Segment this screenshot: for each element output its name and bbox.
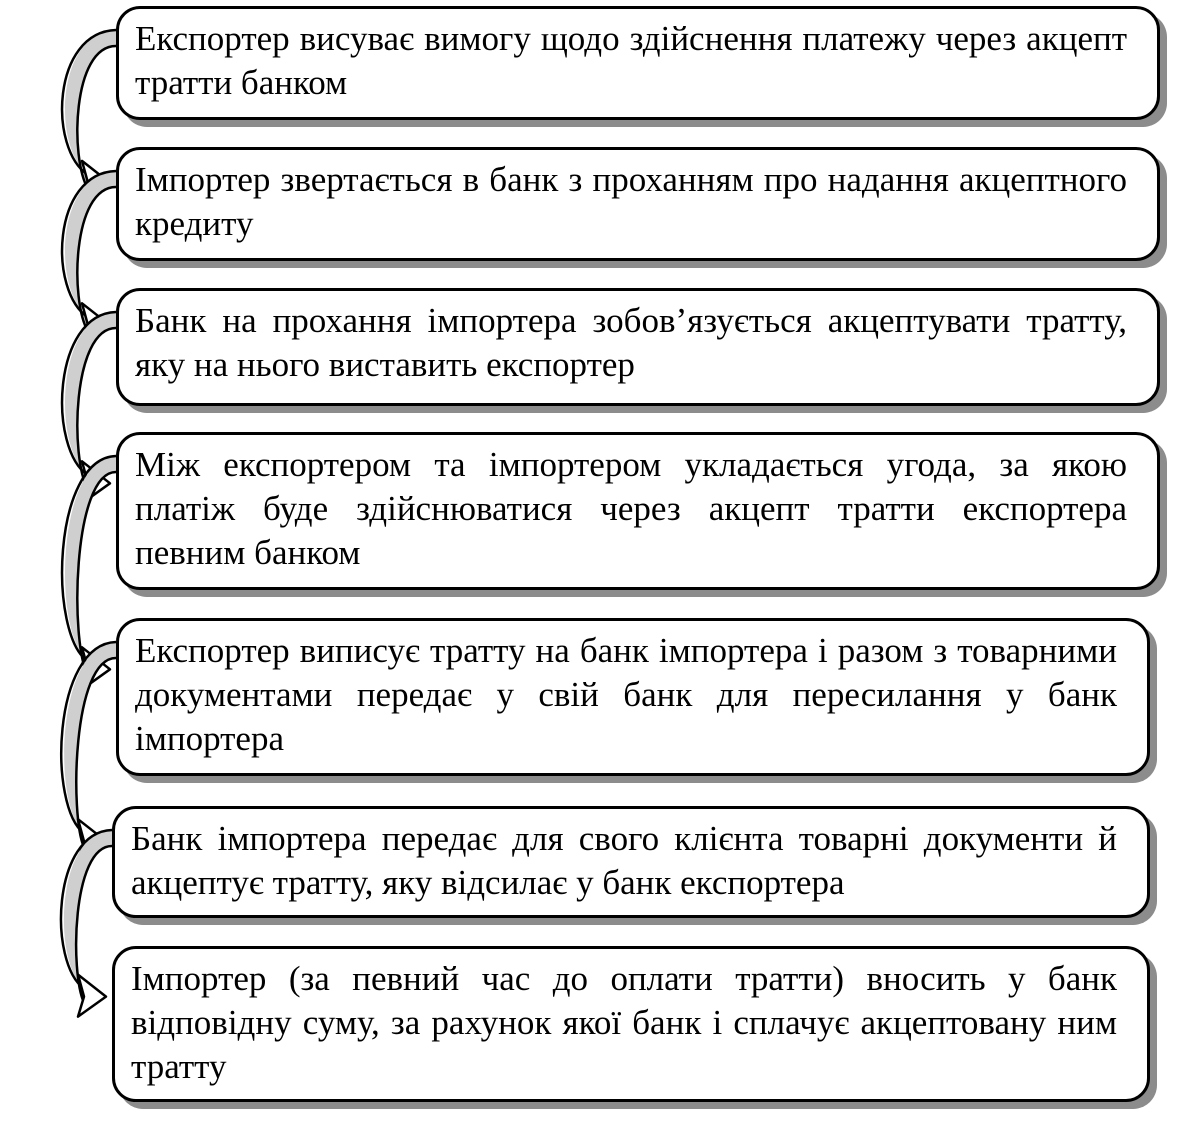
connector-shade — [65, 171, 116, 331]
step-box-5 — [116, 618, 1150, 776]
step-text-7: Імпортер (за певний час до оплати тратти) вносить у банк відповідну суму, за рахунок якої банк і сплачує акцептовану ним тратту — [131, 959, 1117, 1086]
connector-shade — [64, 830, 112, 1003]
step-box-3 — [116, 288, 1160, 406]
step-text-5: Експортер виписує тратту на банк імпортера і разом з товарними документами передає у свій банк для пересилання у банк імпортера — [135, 631, 1117, 758]
connector-arrow-5-6 — [61, 642, 116, 861]
step-box-7 — [112, 946, 1150, 1102]
step-text-4: Між експортером та імпортером укладається угода, за якою платіж буде здійснюватися через акцепт тратти експортера певним банком — [135, 445, 1127, 572]
connector-shade — [65, 30, 116, 189]
step-text-6: Банк імпортера передає для свого клієнта товарні документи й акцептує тратту, яку відсилає у банк експортера — [131, 819, 1117, 902]
step-box-6 — [112, 806, 1150, 918]
step-text-2: Імпортер звертається в банк з проханням про надання акцептного кредиту — [135, 160, 1127, 243]
connector-arrow-6-7 — [61, 830, 112, 1017]
step-box-4 — [116, 432, 1160, 590]
step-text-1: Експортер висуває вимогу щодо здійснення платежу через акцепт тратти банком — [135, 19, 1127, 102]
step-box-2 — [116, 147, 1160, 261]
step-box-1 — [116, 6, 1160, 120]
step-text-3: Банк на прохання імпортера зобов’язується акцептувати тратту, яку на нього виставить експортер — [135, 301, 1127, 384]
